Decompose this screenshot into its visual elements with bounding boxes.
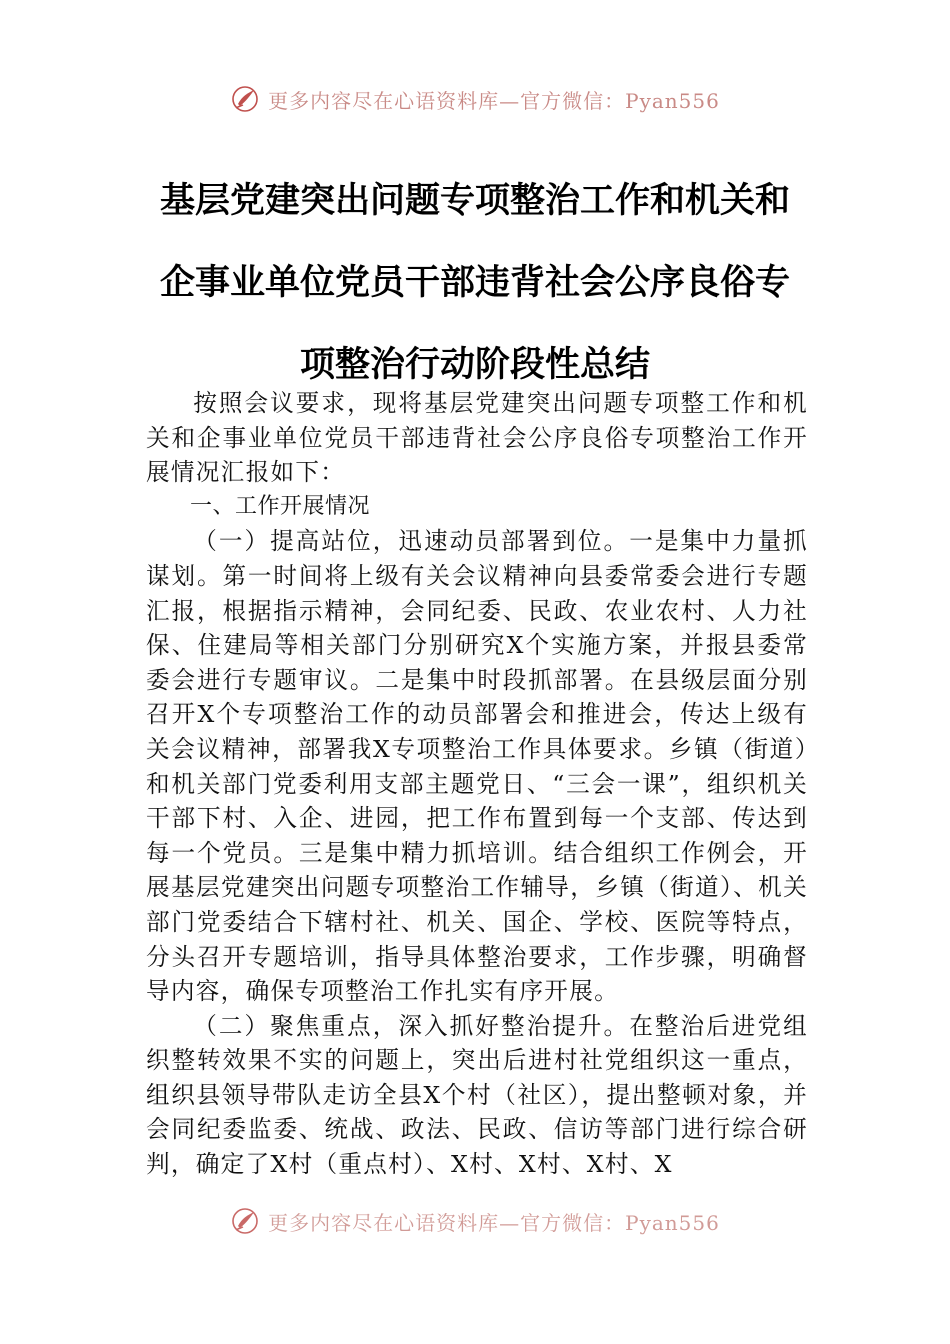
section-heading-1: 一、工作开展情况 xyxy=(190,493,371,519)
brush-logo-icon xyxy=(230,1206,260,1236)
watermark-footer xyxy=(0,1206,950,1246)
paragraph-2-text: 在整治后进党组织整转效果不实的问题上，突出后进村社党组织这一重点，组织县领导带队走访全县X个村（社区），提出整顿对象，并会同纪委监委、统战、政法、民政、信访等部门进行综合研判，确定了X村（重点村）、X村、X村、X村、X xyxy=(146,1011,808,1179)
intro-paragraph: 按照会议要求，现将基层党建突出问题专项整工作和机关和企事业单位党员干部违背社会公序良俗专项整治工作开展情况汇报如下： xyxy=(146,389,808,487)
paragraph-2-lead: （二）聚焦重点，深入抓好整治提升。 xyxy=(193,1011,630,1040)
watermark-text: 更多内容尽在心语资料库—官方微信：Pyan556 xyxy=(268,88,720,113)
paragraph-1-text: 一是集中力量抓谋划。第一时间将上级有关会议精神向县委常委会进行专题汇报，根据指示精神，会同纪委、民政、农业农村、人力社保、住建局等相关部门分别研究X个实施方案，并报县委常委会进行专题审议。二是集中时段抓部署。在县级层面分别召开X个专项整治工作的动员部署会和推进会，传达上级有关会议精神，部署我X专项整治工作具体要求。乡镇（街道）和机关部门党委利用支部主题党日、“三会一课”，组织机关干部下村、入企、进园，把工作布置到每一个支部、传达到每一个党员。三是集中精力抓培训。结合组织工作例会，开展基层党建突出问题专项整治工作辅导，乡镇（街道）、机关部门党委结合下辖村社、机关、国企、学校、医院等特点，分头召开专题培训，指导具体整治要求，工作步骤，明确督导内容，确保专项整治工作扎实有序开展。 xyxy=(146,527,808,1006)
watermark-text: 更多内容尽在心语资料库—官方微信：Pyan556 xyxy=(268,1210,720,1235)
paragraph-1 xyxy=(146,524,808,1008)
document-title xyxy=(140,160,810,406)
title-line-3: 项整治行动阶段性总结 xyxy=(299,344,650,385)
paragraph-1-lead: （一）提高站位，迅速动员部署到位。 xyxy=(193,527,630,556)
brush-logo-icon xyxy=(230,84,260,114)
watermark-header xyxy=(0,84,950,124)
paragraph-2 xyxy=(146,1009,808,1182)
document-body xyxy=(146,386,808,1182)
title-line-1: 基层党建突出问题专项整治工作和机关和 xyxy=(159,180,790,221)
title-line-2: 企事业单位党员干部违背社会公序良俗专 xyxy=(159,262,790,303)
